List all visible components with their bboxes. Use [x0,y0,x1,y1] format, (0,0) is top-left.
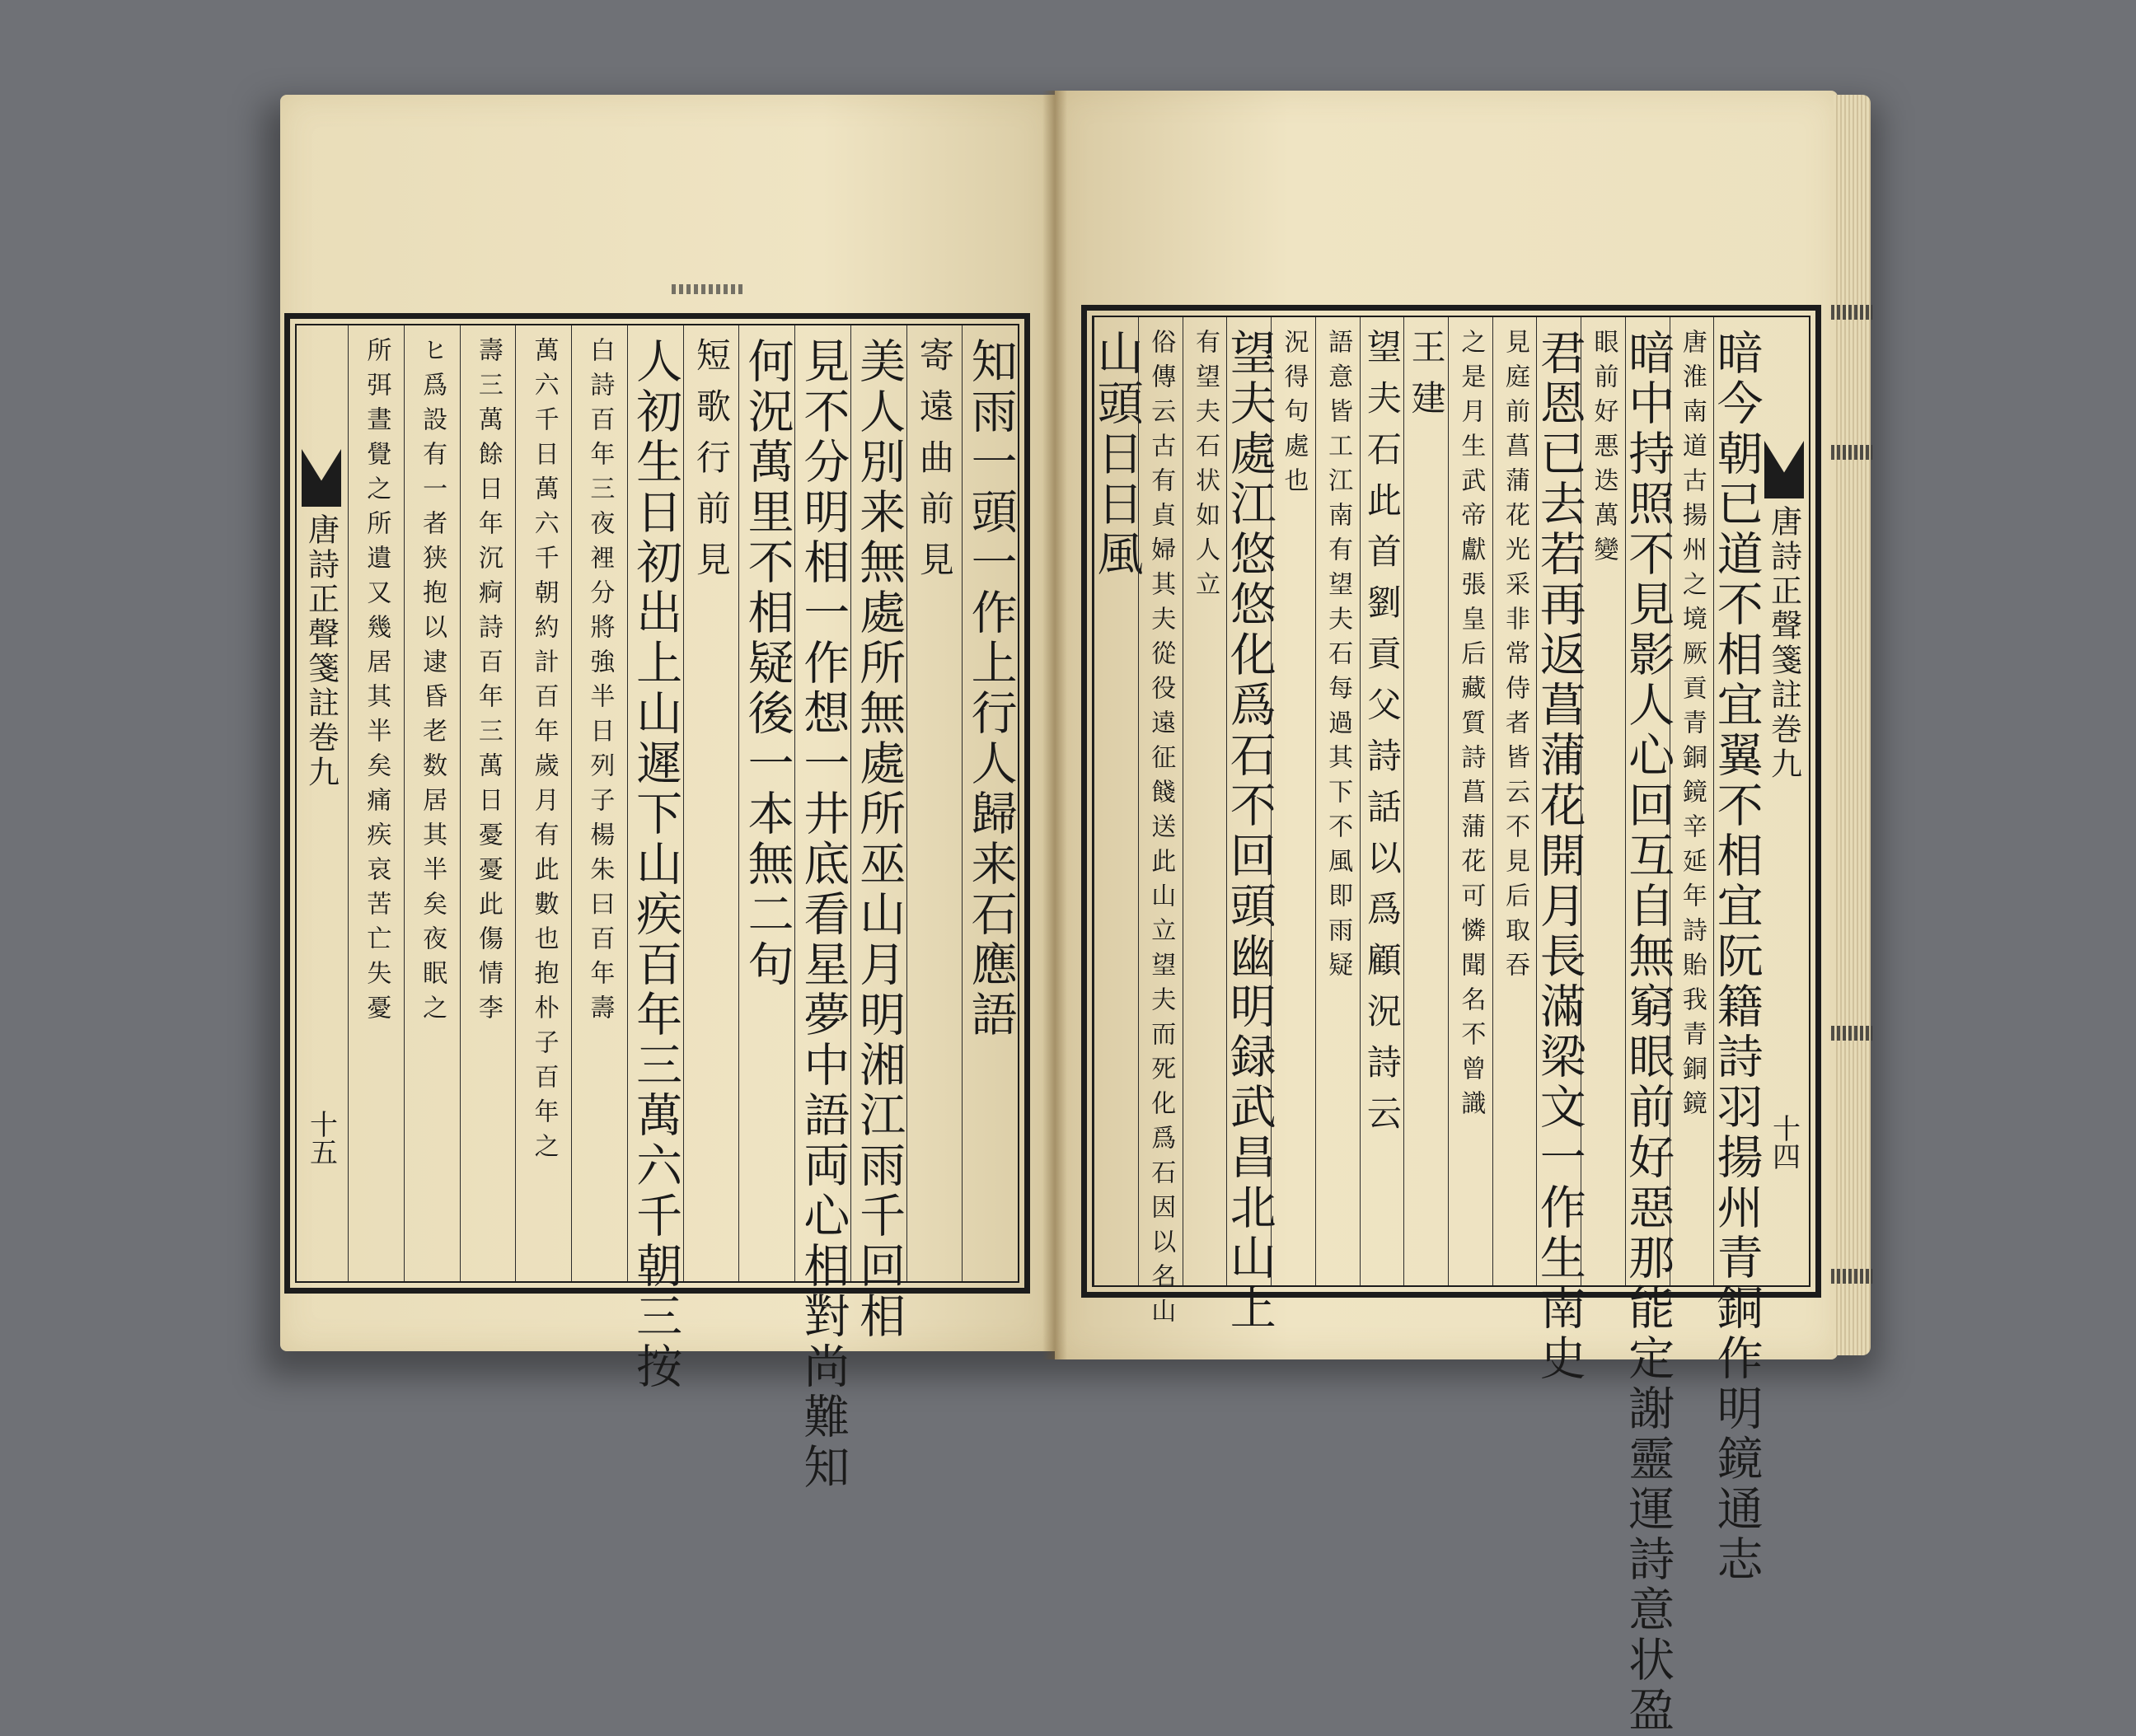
text-column [348,325,404,1281]
column-text: 之是月生武帝獻張皇后藏質詩菖蒲花可憐聞名不曾識 [1456,329,1486,1125]
text-column [1222,317,1276,1334]
text-column [404,325,460,1281]
text-column [1360,317,1404,1285]
text-column [460,325,516,1281]
column-text: 寄遠曲前見 [914,337,955,592]
right-columns [1089,317,1764,1736]
page-number: 十五 [304,1110,338,1166]
column-text: 美人別来無處所無處所巫山月明湘江雨千回相 [852,337,906,1342]
text-column [1271,317,1315,1285]
edge-ink-mark [1831,1269,1872,1284]
column-text: 望夫石此首劉貢父詩話以爲顧況詩云 [1361,329,1403,1146]
fish-tail-mark-icon [302,449,341,507]
text-column [738,325,794,1281]
text-column [962,325,1018,1281]
column-text: 人初生日初出上山遲下山疾百年三萬六千朝三按 [629,337,683,1392]
column-text: 壽三萬餘日年沉痾詩百年三萬日憂憂此傷情李 [473,337,503,1029]
text-column [515,325,571,1281]
column-text: 何況萬里不相疑後一本無二句 [740,337,794,990]
fish-tail-mark-icon [1764,441,1804,498]
text-column [1709,317,1764,1585]
column-text: ヒ爲設有一者狭抱以逮昏老数居其半矣夜眠之 [418,337,447,1029]
column-text: 暗今朝已道不相宜翼不相宜阮籍詩羽揚州青銅作明鏡通志 [1709,329,1764,1585]
text-column [850,325,906,1342]
page-number: 十四 [1767,1114,1801,1170]
book-gutter [1042,91,1067,1359]
column-text: 語意皆工江南有望夫石每過其下不風即雨疑 [1323,329,1353,986]
text-column [1315,317,1360,1285]
right-text-frame [1081,305,1821,1736]
column-text: 唐淮南道古揚州之境厥貢青銅鏡辛延年詩貽我青銅鏡 [1677,329,1707,1125]
left-hanshin [297,325,346,1281]
text-column [571,325,627,1281]
ink-smudge [672,284,746,294]
column-text: 見庭前菖蒲花光采非常侍者皆云不見后取吞 [1501,329,1530,986]
edge-ink-mark [1831,1026,1872,1041]
column-text: 眼前好悪迭萬變 [1589,329,1618,571]
page-edges [1834,95,1871,1355]
hanshin-title: 唐詩正聲箋註巻九 [302,513,340,790]
column-text: 王建 [1406,329,1447,431]
text-column [627,325,683,1392]
column-text: 暗中持照不見影人心回互自無窮眼前好惡那能定謝靈運詩意状盈 [1621,329,1675,1736]
right-hanshin [1759,317,1809,1285]
text-column [1089,317,1144,1285]
text-column [1403,317,1448,1285]
column-text: 望夫處江悠悠化爲石不回頭幽明録武昌北山上 [1222,329,1276,1334]
text-column [1448,317,1492,1285]
column-text: 知雨一頭一作上行人歸来石應語 [963,337,1018,1041]
column-text: 短歌行前見 [691,337,732,592]
hanshin-title: 唐詩正聲箋註巻九 [1765,505,1802,782]
column-text: 白詩百年三夜裡分將強半日列子楊朱曰百年壽 [585,337,615,1029]
text-column [1532,317,1586,1384]
left-columns [348,325,1018,1493]
column-text: 況得句處也 [1279,329,1309,502]
column-text: 有望夫石状如人立 [1191,329,1220,606]
text-column [794,325,850,1493]
column-text: 山頭日日風 [1089,329,1144,580]
column-text: 見不分明相一作想一井底看星夢中語両心相對尚難知 [796,337,850,1493]
text-column [683,325,739,1281]
text-column [906,325,963,1281]
column-text: 萬六千日萬六千朝約計百年歲月有此數也抱朴子百年之 [529,337,559,1167]
text-column [1621,317,1675,1736]
text-column [1138,317,1183,1332]
edge-ink-mark [1831,305,1872,320]
column-text: 君恩已去若再返菖蒲花開月長滿梁文一作生南史 [1532,329,1586,1384]
edge-ink-mark [1831,445,1872,460]
column-text: 俗傳云古有貞婦其夫從役遠征餞送此山立望夫而死化爲石因以名山 [1146,329,1176,1332]
column-text: 所弭晝覺之所遺又幾居其半矣痛疾哀苦亡失憂 [362,337,391,1029]
left-text-frame [284,313,1030,1493]
